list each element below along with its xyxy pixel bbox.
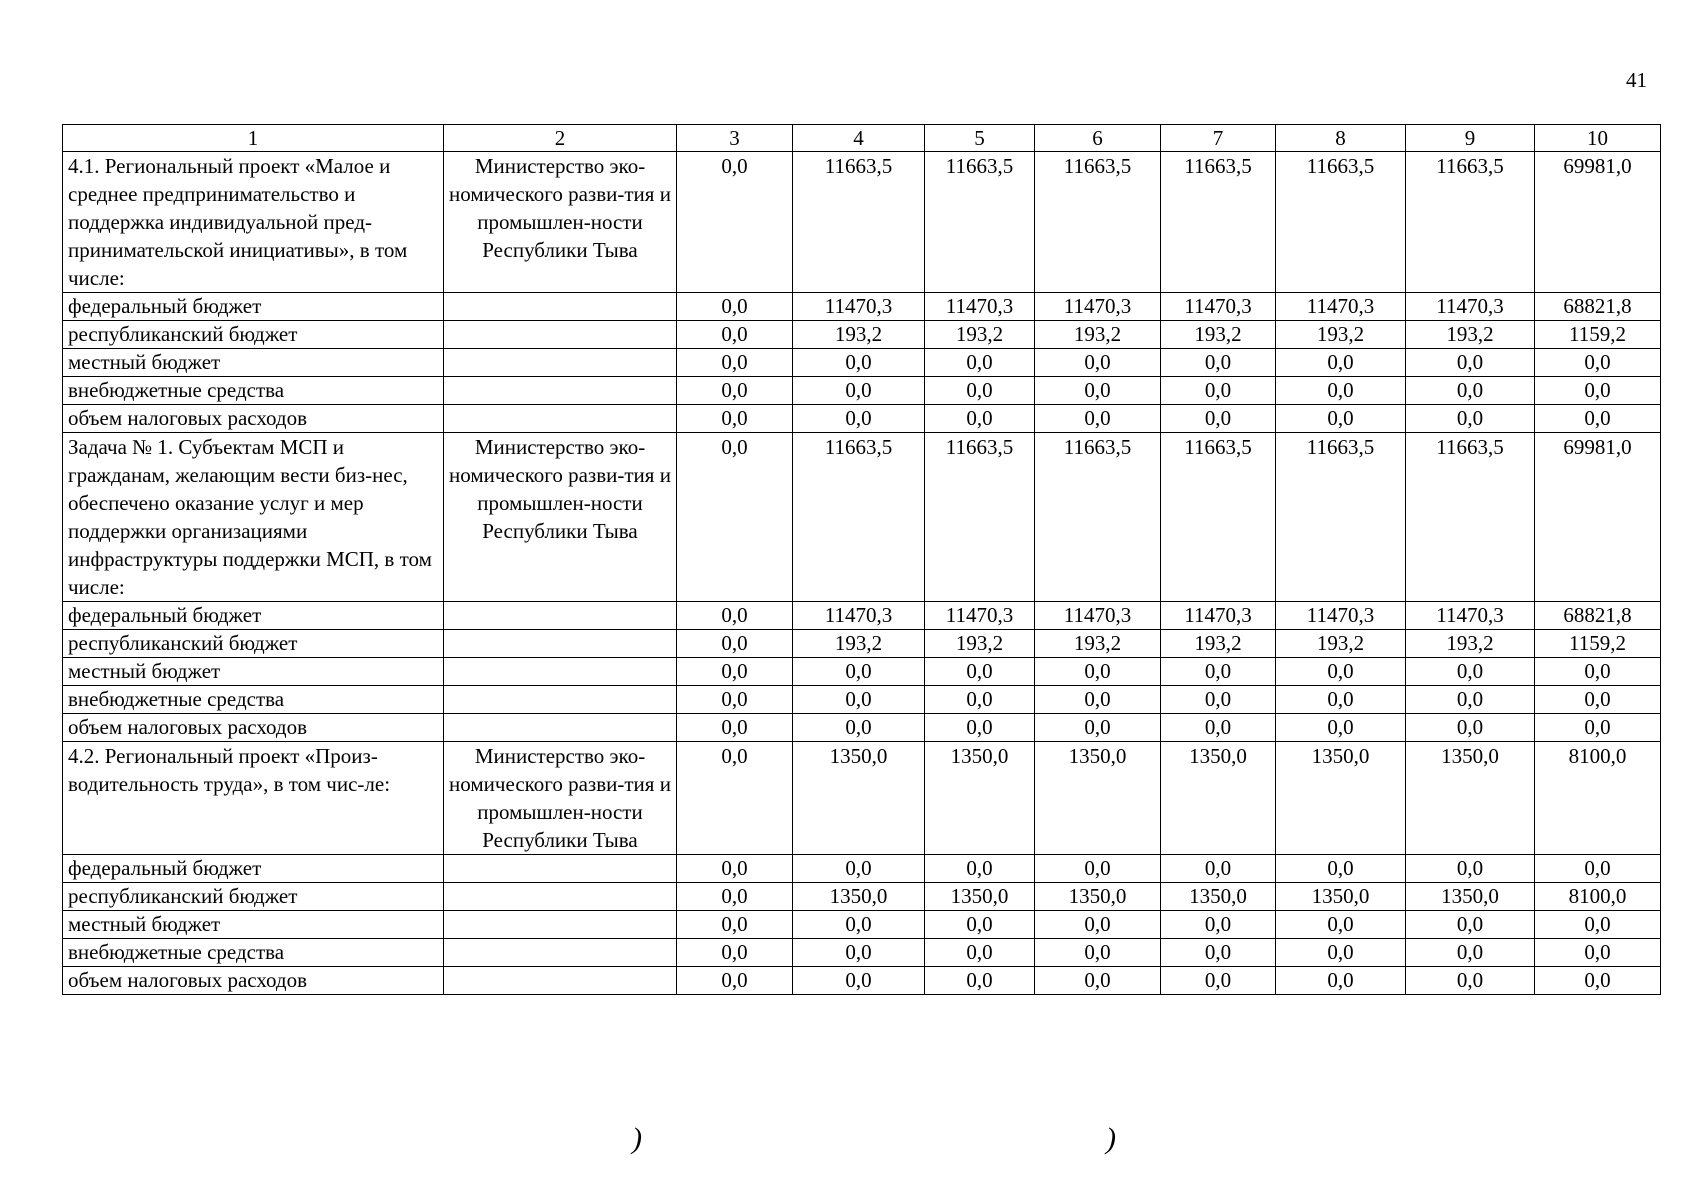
value-cell-col-3: 0,0 bbox=[677, 939, 793, 967]
value-cell-col-8: 0,0 bbox=[1276, 686, 1406, 714]
value-cell-col-10: 0,0 bbox=[1535, 714, 1661, 742]
budget-table bbox=[62, 124, 1661, 995]
value-cell-col-4: 0,0 bbox=[793, 377, 925, 405]
page-number: 41 bbox=[1626, 68, 1647, 92]
table-row-funding-source bbox=[63, 686, 1661, 714]
value-cell-col-5: 0,0 bbox=[925, 967, 1035, 995]
value-cell-col-6: 11663,5 bbox=[1035, 152, 1161, 293]
value-cell-col-9: 0,0 bbox=[1406, 686, 1535, 714]
value-cell-col-7: 0,0 bbox=[1161, 658, 1276, 686]
value-cell-col-7: 0,0 bbox=[1161, 967, 1276, 995]
value-cell-col-9: 11470,3 bbox=[1406, 293, 1535, 321]
value-cell-col-4: 0,0 bbox=[793, 658, 925, 686]
table-row-section bbox=[63, 152, 1661, 293]
value-cell-col-9: 11470,3 bbox=[1406, 602, 1535, 630]
value-cell-col-10: 69981,0 bbox=[1535, 433, 1661, 602]
value-cell-col-6: 0,0 bbox=[1035, 686, 1161, 714]
value-cell-col-6: 1350,0 bbox=[1035, 742, 1161, 855]
value-cell-col-6: 0,0 bbox=[1035, 855, 1161, 883]
value-cell-col-4: 0,0 bbox=[793, 349, 925, 377]
row-label: федеральный бюджет bbox=[63, 293, 444, 321]
value-cell-col-5: 11470,3 bbox=[925, 602, 1035, 630]
row-label: внебюджетные средства bbox=[63, 939, 444, 967]
value-cell-col-3: 0,0 bbox=[677, 321, 793, 349]
value-cell-col-3: 0,0 bbox=[677, 377, 793, 405]
table-row-funding-source bbox=[63, 911, 1661, 939]
value-cell-col-8: 193,2 bbox=[1276, 630, 1406, 658]
value-cell-col-5: 0,0 bbox=[925, 405, 1035, 433]
value-cell-col-6: 0,0 bbox=[1035, 377, 1161, 405]
value-cell-col-9: 0,0 bbox=[1406, 714, 1535, 742]
row-label: объем налоговых расходов bbox=[63, 714, 444, 742]
column-header-3: 3 bbox=[677, 125, 793, 152]
row-label: 4.1. Региональный проект «Малое и среднее предпринимательство и поддержка индивидуальной пред-принимательской инициативы», в том числе: bbox=[63, 152, 444, 293]
value-cell-col-5: 0,0 bbox=[925, 939, 1035, 967]
value-cell-col-8: 0,0 bbox=[1276, 967, 1406, 995]
responsible-executor bbox=[444, 686, 677, 714]
pen-mark-left: ) bbox=[632, 1122, 642, 1155]
value-cell-col-8: 0,0 bbox=[1276, 939, 1406, 967]
value-cell-col-10: 0,0 bbox=[1535, 405, 1661, 433]
responsible-executor bbox=[444, 658, 677, 686]
table-row-funding-source bbox=[63, 405, 1661, 433]
value-cell-col-3: 0,0 bbox=[677, 405, 793, 433]
value-cell-col-8: 0,0 bbox=[1276, 658, 1406, 686]
value-cell-col-8: 11663,5 bbox=[1276, 152, 1406, 293]
table-row-funding-source bbox=[63, 714, 1661, 742]
value-cell-col-7: 0,0 bbox=[1161, 686, 1276, 714]
row-label: местный бюджет bbox=[63, 911, 444, 939]
value-cell-col-7: 0,0 bbox=[1161, 939, 1276, 967]
value-cell-col-8: 0,0 bbox=[1276, 377, 1406, 405]
table-row-funding-source bbox=[63, 293, 1661, 321]
row-label: объем налоговых расходов bbox=[63, 967, 444, 995]
value-cell-col-9: 1350,0 bbox=[1406, 742, 1535, 855]
value-cell-col-5: 0,0 bbox=[925, 686, 1035, 714]
value-cell-col-4: 11663,5 bbox=[793, 433, 925, 602]
value-cell-col-3: 0,0 bbox=[677, 602, 793, 630]
value-cell-col-10: 0,0 bbox=[1535, 686, 1661, 714]
value-cell-col-5: 193,2 bbox=[925, 321, 1035, 349]
value-cell-col-8: 0,0 bbox=[1276, 855, 1406, 883]
value-cell-col-9: 193,2 bbox=[1406, 630, 1535, 658]
value-cell-col-10: 69981,0 bbox=[1535, 152, 1661, 293]
responsible-executor bbox=[444, 939, 677, 967]
value-cell-col-8: 11470,3 bbox=[1276, 293, 1406, 321]
value-cell-col-8: 11663,5 bbox=[1276, 433, 1406, 602]
table-row-funding-source bbox=[63, 883, 1661, 911]
value-cell-col-7: 11663,5 bbox=[1161, 433, 1276, 602]
value-cell-col-7: 0,0 bbox=[1161, 714, 1276, 742]
responsible-executor bbox=[444, 377, 677, 405]
value-cell-col-6: 0,0 bbox=[1035, 405, 1161, 433]
value-cell-col-9: 0,0 bbox=[1406, 349, 1535, 377]
value-cell-col-10: 8100,0 bbox=[1535, 883, 1661, 911]
value-cell-col-8: 11470,3 bbox=[1276, 602, 1406, 630]
responsible-executor: Министерство эко-номического разви-тия и промышлен-ности Республики Тыва bbox=[444, 433, 677, 602]
value-cell-col-7: 0,0 bbox=[1161, 405, 1276, 433]
value-cell-col-7: 11470,3 bbox=[1161, 602, 1276, 630]
value-cell-col-9: 1350,0 bbox=[1406, 883, 1535, 911]
value-cell-col-10: 0,0 bbox=[1535, 939, 1661, 967]
value-cell-col-6: 193,2 bbox=[1035, 630, 1161, 658]
value-cell-col-10: 0,0 bbox=[1535, 967, 1661, 995]
value-cell-col-8: 1350,0 bbox=[1276, 742, 1406, 855]
responsible-executor bbox=[444, 349, 677, 377]
value-cell-col-7: 1350,0 bbox=[1161, 883, 1276, 911]
value-cell-col-10: 8100,0 bbox=[1535, 742, 1661, 855]
column-header-4: 4 bbox=[793, 125, 925, 152]
responsible-executor bbox=[444, 967, 677, 995]
value-cell-col-5: 11663,5 bbox=[925, 433, 1035, 602]
column-header-7: 7 bbox=[1161, 125, 1276, 152]
responsible-executor: Министерство эко-номического разви-тия и промышлен-ности Республики Тыва bbox=[444, 742, 677, 855]
value-cell-col-6: 0,0 bbox=[1035, 658, 1161, 686]
value-cell-col-5: 0,0 bbox=[925, 349, 1035, 377]
value-cell-col-7: 0,0 bbox=[1161, 911, 1276, 939]
row-label: республиканский бюджет bbox=[63, 321, 444, 349]
value-cell-col-6: 11470,3 bbox=[1035, 293, 1161, 321]
value-cell-col-5: 1350,0 bbox=[925, 742, 1035, 855]
value-cell-col-3: 0,0 bbox=[677, 349, 793, 377]
value-cell-col-7: 0,0 bbox=[1161, 349, 1276, 377]
column-header-1: 1 bbox=[63, 125, 444, 152]
table-body bbox=[63, 152, 1661, 995]
value-cell-col-7: 11663,5 bbox=[1161, 152, 1276, 293]
value-cell-col-6: 193,2 bbox=[1035, 321, 1161, 349]
value-cell-col-6: 0,0 bbox=[1035, 939, 1161, 967]
table-row-funding-source bbox=[63, 855, 1661, 883]
row-label: 4.2. Региональный проект «Произ-водительность труда», в том чис-ле: bbox=[63, 742, 444, 855]
value-cell-col-3: 0,0 bbox=[677, 152, 793, 293]
value-cell-col-4: 0,0 bbox=[793, 939, 925, 967]
table-row-funding-source bbox=[63, 939, 1661, 967]
value-cell-col-4: 0,0 bbox=[793, 714, 925, 742]
row-label: федеральный бюджет bbox=[63, 855, 444, 883]
table-row-funding-source bbox=[63, 602, 1661, 630]
value-cell-col-8: 0,0 bbox=[1276, 405, 1406, 433]
value-cell-col-6: 1350,0 bbox=[1035, 883, 1161, 911]
value-cell-col-10: 1159,2 bbox=[1535, 630, 1661, 658]
table-row-funding-source bbox=[63, 630, 1661, 658]
value-cell-col-10: 1159,2 bbox=[1535, 321, 1661, 349]
row-label: Задача № 1. Субъектам МСП и гражданам, желающим вести биз-нес, обеспечено оказание услуг и мер поддержки организациями инфраструктуры поддержки МСП, в том числе: bbox=[63, 433, 444, 602]
value-cell-col-3: 0,0 bbox=[677, 433, 793, 602]
value-cell-col-8: 1350,0 bbox=[1276, 883, 1406, 911]
value-cell-col-7: 0,0 bbox=[1161, 855, 1276, 883]
value-cell-col-5: 193,2 bbox=[925, 630, 1035, 658]
value-cell-col-6: 0,0 bbox=[1035, 967, 1161, 995]
value-cell-col-7: 193,2 bbox=[1161, 630, 1276, 658]
value-cell-col-8: 193,2 bbox=[1276, 321, 1406, 349]
value-cell-col-9: 0,0 bbox=[1406, 377, 1535, 405]
column-header-8: 8 bbox=[1276, 125, 1406, 152]
value-cell-col-5: 11470,3 bbox=[925, 293, 1035, 321]
value-cell-col-3: 0,0 bbox=[677, 742, 793, 855]
row-label: республиканский бюджет bbox=[63, 630, 444, 658]
value-cell-col-7: 1350,0 bbox=[1161, 742, 1276, 855]
table-row-funding-source bbox=[63, 377, 1661, 405]
value-cell-col-4: 0,0 bbox=[793, 967, 925, 995]
responsible-executor bbox=[444, 602, 677, 630]
column-header-6: 6 bbox=[1035, 125, 1161, 152]
row-label: внебюджетные средства bbox=[63, 686, 444, 714]
responsible-executor bbox=[444, 911, 677, 939]
value-cell-col-3: 0,0 bbox=[677, 686, 793, 714]
value-cell-col-3: 0,0 bbox=[677, 967, 793, 995]
value-cell-col-10: 0,0 bbox=[1535, 658, 1661, 686]
value-cell-col-9: 0,0 bbox=[1406, 855, 1535, 883]
value-cell-col-9: 0,0 bbox=[1406, 967, 1535, 995]
row-label: местный бюджет bbox=[63, 349, 444, 377]
column-header-9: 9 bbox=[1406, 125, 1535, 152]
value-cell-col-7: 0,0 bbox=[1161, 377, 1276, 405]
header-row bbox=[63, 125, 1661, 152]
value-cell-col-3: 0,0 bbox=[677, 883, 793, 911]
value-cell-col-5: 0,0 bbox=[925, 855, 1035, 883]
value-cell-col-9: 11663,5 bbox=[1406, 152, 1535, 293]
value-cell-col-5: 0,0 bbox=[925, 911, 1035, 939]
row-label: республиканский бюджет bbox=[63, 883, 444, 911]
value-cell-col-10: 0,0 bbox=[1535, 911, 1661, 939]
value-cell-col-4: 11470,3 bbox=[793, 293, 925, 321]
column-header-5: 5 bbox=[925, 125, 1035, 152]
value-cell-col-4: 0,0 bbox=[793, 855, 925, 883]
value-cell-col-3: 0,0 bbox=[677, 855, 793, 883]
value-cell-col-6: 11470,3 bbox=[1035, 602, 1161, 630]
value-cell-col-4: 1350,0 bbox=[793, 883, 925, 911]
row-label: объем налоговых расходов bbox=[63, 405, 444, 433]
value-cell-col-6: 0,0 bbox=[1035, 714, 1161, 742]
value-cell-col-6: 0,0 bbox=[1035, 349, 1161, 377]
responsible-executor bbox=[444, 714, 677, 742]
value-cell-col-5: 0,0 bbox=[925, 658, 1035, 686]
value-cell-col-3: 0,0 bbox=[677, 658, 793, 686]
value-cell-col-10: 68821,8 bbox=[1535, 602, 1661, 630]
responsible-executor bbox=[444, 883, 677, 911]
responsible-executor bbox=[444, 855, 677, 883]
value-cell-col-4: 0,0 bbox=[793, 911, 925, 939]
value-cell-col-4: 11470,3 bbox=[793, 602, 925, 630]
value-cell-col-5: 11663,5 bbox=[925, 152, 1035, 293]
value-cell-col-8: 0,0 bbox=[1276, 911, 1406, 939]
value-cell-col-3: 0,0 bbox=[677, 293, 793, 321]
value-cell-col-6: 11663,5 bbox=[1035, 433, 1161, 602]
value-cell-col-7: 11470,3 bbox=[1161, 293, 1276, 321]
table-row-funding-source bbox=[63, 658, 1661, 686]
table-row-funding-source bbox=[63, 967, 1661, 995]
row-label: местный бюджет bbox=[63, 658, 444, 686]
row-label: федеральный бюджет bbox=[63, 602, 444, 630]
row-label: внебюджетные средства bbox=[63, 377, 444, 405]
value-cell-col-3: 0,0 bbox=[677, 630, 793, 658]
responsible-executor bbox=[444, 321, 677, 349]
value-cell-col-10: 0,0 bbox=[1535, 349, 1661, 377]
value-cell-col-10: 0,0 bbox=[1535, 377, 1661, 405]
value-cell-col-4: 193,2 bbox=[793, 321, 925, 349]
value-cell-col-9: 11663,5 bbox=[1406, 433, 1535, 602]
value-cell-col-4: 1350,0 bbox=[793, 742, 925, 855]
value-cell-col-3: 0,0 bbox=[677, 714, 793, 742]
value-cell-col-8: 0,0 bbox=[1276, 349, 1406, 377]
table-row-funding-source bbox=[63, 321, 1661, 349]
value-cell-col-5: 0,0 bbox=[925, 714, 1035, 742]
value-cell-col-9: 193,2 bbox=[1406, 321, 1535, 349]
value-cell-col-5: 1350,0 bbox=[925, 883, 1035, 911]
value-cell-col-10: 0,0 bbox=[1535, 855, 1661, 883]
value-cell-col-9: 0,0 bbox=[1406, 658, 1535, 686]
value-cell-col-10: 68821,8 bbox=[1535, 293, 1661, 321]
value-cell-col-4: 0,0 bbox=[793, 686, 925, 714]
value-cell-col-4: 0,0 bbox=[793, 405, 925, 433]
value-cell-col-9: 0,0 bbox=[1406, 939, 1535, 967]
value-cell-col-7: 193,2 bbox=[1161, 321, 1276, 349]
value-cell-col-9: 0,0 bbox=[1406, 911, 1535, 939]
value-cell-col-5: 0,0 bbox=[925, 377, 1035, 405]
value-cell-col-9: 0,0 bbox=[1406, 405, 1535, 433]
value-cell-col-3: 0,0 bbox=[677, 911, 793, 939]
table-row-section bbox=[63, 742, 1661, 855]
column-header-10: 10 bbox=[1535, 125, 1661, 152]
budget-table-container bbox=[62, 124, 1660, 995]
responsible-executor bbox=[444, 293, 677, 321]
responsible-executor bbox=[444, 630, 677, 658]
value-cell-col-8: 0,0 bbox=[1276, 714, 1406, 742]
column-header-2: 2 bbox=[444, 125, 677, 152]
table-row-section bbox=[63, 433, 1661, 602]
pen-mark-right: ) bbox=[1106, 1122, 1116, 1155]
responsible-executor bbox=[444, 405, 677, 433]
value-cell-col-6: 0,0 bbox=[1035, 911, 1161, 939]
table-row-funding-source bbox=[63, 349, 1661, 377]
value-cell-col-4: 11663,5 bbox=[793, 152, 925, 293]
value-cell-col-4: 193,2 bbox=[793, 630, 925, 658]
responsible-executor: Министерство эко-номического разви-тия и промышлен-ности Республики Тыва bbox=[444, 152, 677, 293]
